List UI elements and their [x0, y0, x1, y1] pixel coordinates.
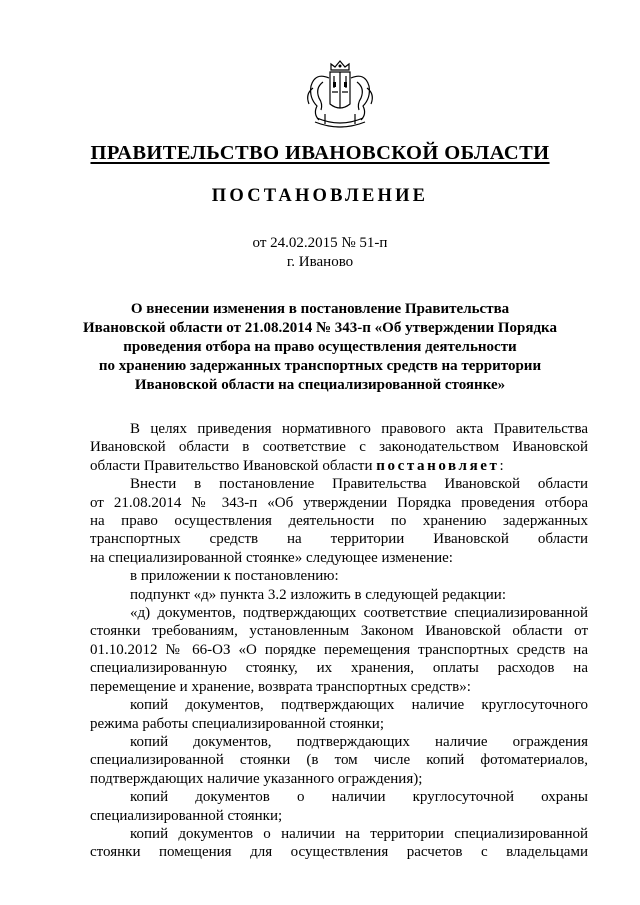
title-line: Ивановской области от 21.08.2014 № 343-п «Об утверждении Порядка [83, 320, 557, 336]
title-line: Ивановской области на специализированной стоянке» [134, 377, 506, 393]
body-line: копий документов о наличии на территории специализированной [130, 825, 588, 842]
body-line: копий документов, подтверждающих наличие круглосуточного [130, 697, 588, 714]
body-text: : [499, 457, 504, 474]
body-line: от 21.08.2014 № 343-п «Об утверждении Порядка проведения отбора [90, 494, 588, 511]
body-line: стоянки помещения для осуществления расчетов с владельцами [90, 844, 588, 861]
body-line: Ивановской области в соответствие с законодательством Ивановской [90, 439, 588, 456]
document-meta [0, 234, 640, 272]
resolution-keyword: постановляет [376, 457, 500, 474]
body-line: подтверждающих наличие указанного ограждения); [90, 770, 423, 787]
body-line: в приложении к постановлению: [130, 568, 339, 585]
date-number: от 24.02.2015 № 51-п [252, 235, 388, 251]
document-title [80, 300, 560, 395]
title-line: по хранению задержанных транспортных средств на территории [98, 358, 542, 374]
body-line: специализированной стоянки; [90, 807, 283, 824]
body-line: на специализированной стоянке» следующее изменение: [90, 549, 453, 566]
body-line: 01.10.2012 № 66-ОЗ «О порядке перемещения транспортных средств на [90, 641, 588, 658]
body-line: копий документов о наличии круглосуточной охраны [130, 789, 588, 806]
body-line: подпункт «д» пункта 3.2 изложить в следующей редакции: [130, 586, 506, 603]
body-line: перемещение и хранение, возврата транспортных средств»: [90, 678, 471, 695]
body-line [90, 457, 588, 475]
coat-of-arms-icon [301, 58, 379, 132]
body-line: на право осуществления деятельности по хранению задержанных [90, 513, 588, 530]
city: г. Иваново [286, 254, 354, 270]
title-line: О внесении изменения в постановление Правительства [130, 301, 510, 317]
body-line: специализированной стоянки (в том числе копий фотоматериалов, [90, 752, 588, 769]
body-text: области Правительство Ивановской области [90, 457, 373, 474]
title-line: проведения отбора на право осуществления деятельности [123, 339, 517, 355]
body-line: Внести в постановление Правительства Ивановской области [130, 476, 588, 493]
body-line: «д) документов, подтверждающих соответствие специализированной [130, 605, 588, 622]
body-line: копий документов, подтверждающих наличие ограждения [130, 733, 588, 750]
body-line: специализированную стоянку, их хранения, оплаты расходов на [90, 660, 588, 677]
body-line: режима работы специализированной стоянки; [90, 715, 384, 732]
document-body [90, 420, 588, 862]
body-line: транспортных средств на территории Ивановской области [90, 531, 588, 548]
body-line: стоянки требованиям, установленным Законом Ивановской области от [90, 623, 588, 640]
body-line: В целях приведения нормативного правового акта Правительства [130, 421, 588, 437]
organization-name: ПРАВИТЕЛЬСТВО ИВАНОВСКОЙ ОБЛАСТИ [90, 142, 550, 164]
document-type: ПОСТАНОВЛЕНИЕ [211, 186, 429, 206]
